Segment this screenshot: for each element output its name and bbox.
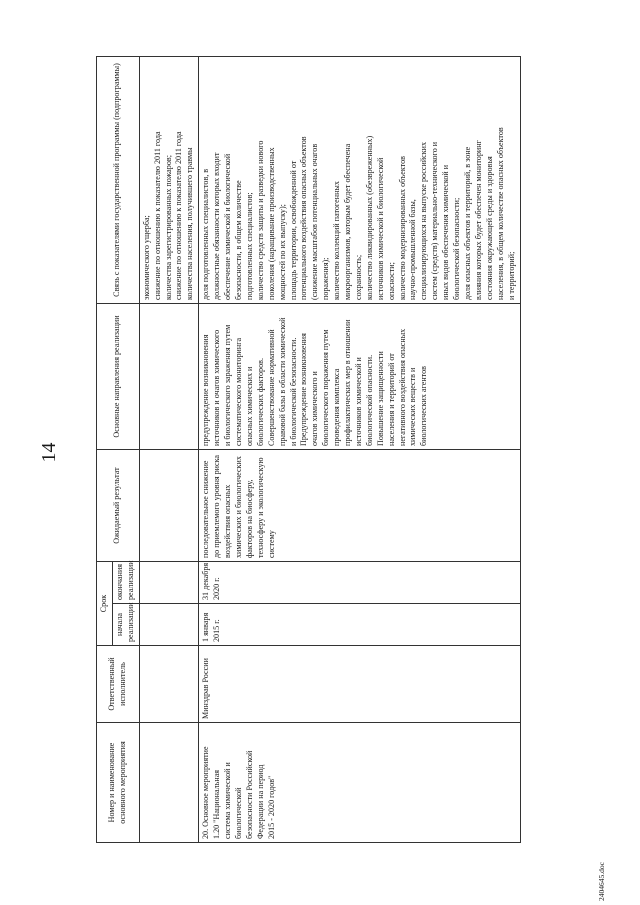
text-line: источников химической и — [353, 357, 363, 446]
measure-main-directions — [199, 304, 520, 450]
measure-term-end — [199, 562, 520, 604]
text-line: профилактических мер в отношении — [343, 319, 353, 446]
header-term-start: начала реализации — [112, 604, 139, 646]
header-number-title: Номер и наименование основного мероприятия — [97, 723, 140, 843]
header-indicators-link: Связь с показателями государственной программы (подпрограммы) — [97, 57, 140, 304]
text-line: 2015 - 2020 годов" — [266, 775, 276, 839]
text-line: систематического мониторинга — [233, 337, 243, 446]
text-line: химических и биологических — [233, 456, 243, 558]
text-line: Федерации на период — [255, 764, 265, 839]
text-line: количество средств защиты и разведки нового — [255, 140, 265, 300]
text-line: подготовленных специалистов; — [244, 192, 254, 300]
measure-expected-result — [199, 450, 520, 562]
text-line: количества населения, получившего травмы — [185, 147, 195, 300]
header-executor: Ответственный исполнитель — [97, 646, 140, 723]
text-line: 2015 г. — [212, 619, 222, 642]
text-line: влияния которых будет обеспечен мониторинг — [473, 140, 483, 300]
text-line: 2020 г. — [212, 577, 222, 600]
text-line: биологических агентов — [419, 366, 429, 446]
text-line: количества зарегистрированных пожаров; — [163, 155, 173, 300]
text-line: факторов на биосферу, — [244, 479, 254, 558]
text-line: и биологической безопасности. — [288, 337, 298, 446]
text-line: снижение по отношению к показателю 2011 года — [152, 131, 162, 300]
text-line: поражения); — [321, 257, 331, 300]
continuation-row — [139, 57, 199, 843]
text-line: сохранность; — [353, 254, 363, 300]
text-line: доля подготовленных специалистов, в — [201, 168, 211, 300]
text-line: источников и очагов химического — [212, 329, 222, 446]
text-line: очагов химического и — [310, 371, 320, 446]
text-line: экономического ущерба; — [141, 215, 151, 300]
text-line: количество коллекций патогенных — [332, 181, 342, 300]
text-line: опасных химических и — [244, 366, 254, 446]
text-line: безопасности, в общем количестве — [233, 180, 243, 300]
text-line: и биологического заражения путем — [223, 324, 233, 446]
text-line: мощностей по их выпуску); — [277, 204, 287, 300]
text-line: снижение по отношению к показателю 2011 года — [174, 131, 184, 300]
text-line: иных видов обеспечения химической и — [441, 164, 451, 300]
text-line: состояния окружающей среды и здоровья — [484, 156, 494, 300]
measure-executor: Минздрав России — [199, 646, 520, 723]
text-line: воздействия опасных — [223, 484, 233, 558]
text-line: последовательное снижение — [201, 460, 211, 558]
text-line: потенциального воздействия опасных объектов — [299, 136, 309, 300]
text-line: количество ликвидированных (обезвреженных) — [364, 135, 374, 300]
text-line: специализирующихся на выпуске российских — [419, 141, 429, 300]
text-line: научно-промышленной базы, — [408, 199, 418, 300]
header-term: Срок — [97, 562, 113, 646]
text-line: и территорий; — [506, 251, 516, 300]
page-number: 14 — [38, 442, 60, 463]
continuation-indicators — [139, 57, 199, 304]
header-term-end: окончания реализации — [112, 562, 139, 604]
text-line: биологической опасности. — [364, 354, 374, 446]
measure-row-20 — [199, 57, 520, 843]
text-line: система химической и — [223, 762, 233, 839]
text-line: химических веществ и — [408, 367, 418, 446]
text-line: биологических факторов. — [255, 358, 265, 446]
text-line: населения и территорий от — [386, 353, 396, 446]
header-main-directions: Основные направления реализации — [97, 304, 140, 450]
text-line: биологического поражения путем — [321, 329, 331, 446]
text-line: 31 декабря — [201, 562, 211, 600]
text-line: источников химической и биологической — [375, 157, 385, 300]
text-line: техносферу и экологическую — [255, 457, 265, 558]
text-line: предупреждение возникновения — [201, 334, 211, 446]
text-line: биологической — [233, 787, 243, 839]
text-line: микроорганизмов, которым будет обеспечена — [343, 143, 353, 300]
footer-filename: 2404645.doc — [597, 862, 606, 901]
text-line: негативного воздействия опасных — [397, 328, 407, 446]
text-line: опасности; — [386, 262, 396, 300]
text-line: Повышение защищенности — [375, 351, 385, 446]
header-expected-result: Ожидаемый результат — [97, 450, 140, 562]
text-line: населения, в общем количестве опасных объектов — [495, 127, 505, 300]
text-line: безопасности Российской — [244, 750, 254, 839]
measure-term-start — [199, 604, 520, 646]
text-line: доля опасных объектов и территорий, в зоне — [463, 146, 472, 300]
text-line: площадь территории, освобожденной от — [288, 160, 298, 300]
measures-table — [96, 56, 521, 843]
text-line: (снижение масштабов потенциальных очагов — [310, 143, 320, 300]
text-line: 1.20 "Национальная — [212, 769, 222, 839]
text-line: проведения комплекса — [332, 368, 342, 446]
text-line: систему — [266, 530, 276, 558]
text-line: до приемлемого уровня риска — [212, 454, 222, 558]
text-line: биологической безопасности; — [452, 197, 462, 300]
text-line: Совершенствование нормативной — [266, 329, 276, 446]
text-line: поколения (наращивание производственных — [266, 147, 276, 300]
measure-number-title — [199, 723, 520, 843]
text-line: 1 января — [201, 612, 211, 642]
text-line: правовой базы в области химической — [277, 317, 287, 446]
text-line: Предупреждение возникновения — [299, 333, 309, 446]
text-line: должностные обязанности которых входит — [212, 152, 222, 300]
text-line: систем (средств) материально-технического и — [430, 141, 440, 300]
text-line: обеспечение химической и биологической — [223, 153, 233, 300]
text-line: количество модернизированных объектов — [397, 156, 407, 300]
measure-indicators-link — [199, 57, 520, 304]
text-line: 20. Основное мероприятие — [201, 746, 211, 839]
